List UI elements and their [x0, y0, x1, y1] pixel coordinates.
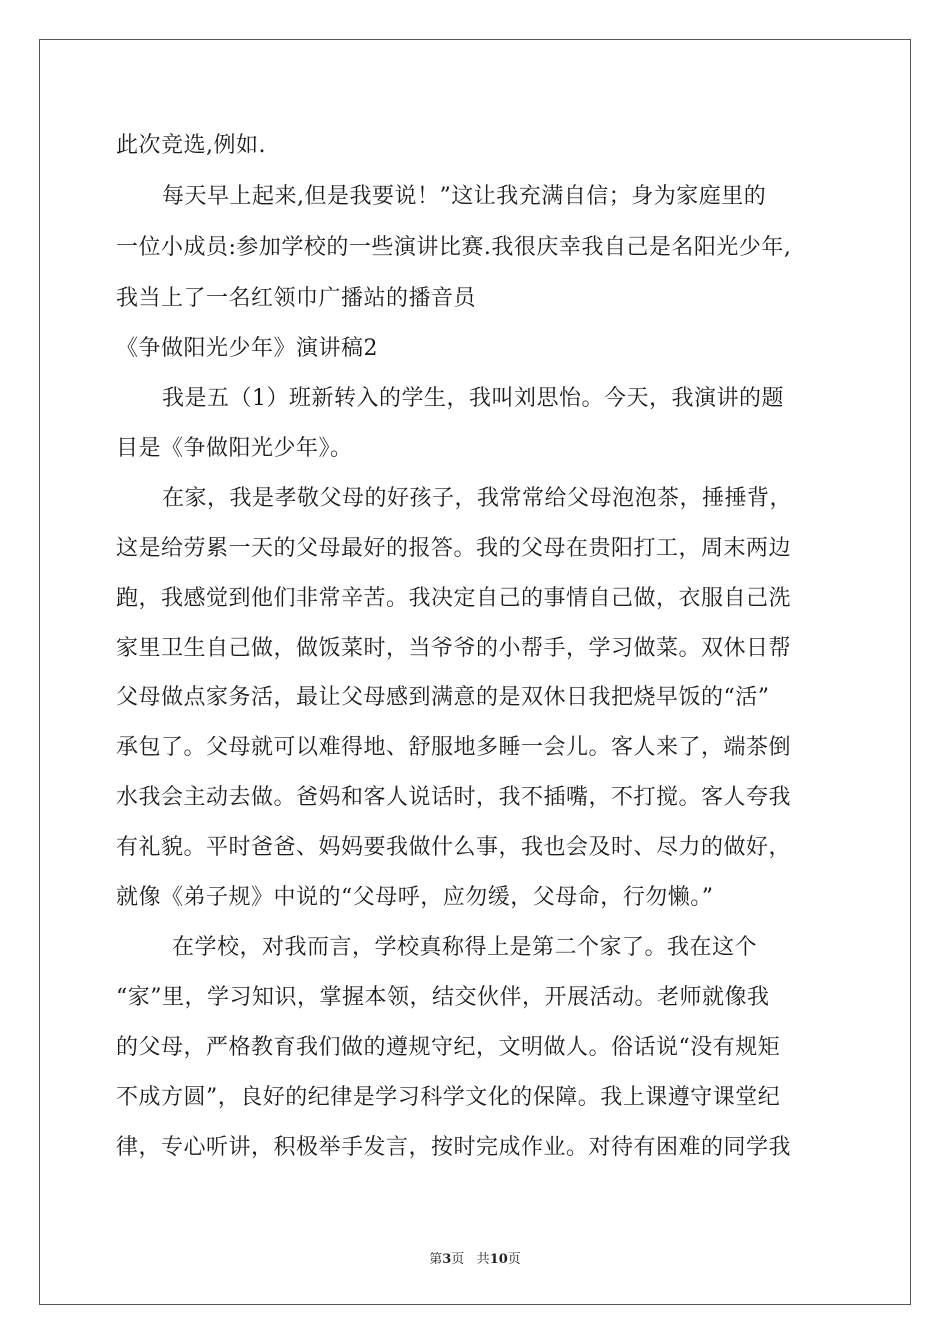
- total-suffix: 页: [507, 1252, 521, 1267]
- text-line: 这是给劳累一天的父母最好的报答。我的父母在贵阳打工，周末两边: [116, 536, 792, 561]
- page-footer: [0, 1248, 950, 1267]
- text-line: 跑，我感觉到他们非常辛苦。我决定自己的事情自己做，衣服自己洗: [116, 586, 792, 611]
- text-line: 在学校，对我而言，学校真称得上是第二个家了。我在这个: [172, 935, 758, 960]
- text-line: 父母做点家务活，最让父母感到满意的是双休日我把烧早饭的“活”: [116, 685, 770, 710]
- text-line: 目是《争做阳光少年》。: [116, 436, 353, 461]
- page-prefix: 第: [429, 1252, 443, 1267]
- page-number: 3: [442, 1252, 452, 1267]
- text-line: 每天早上起来,但是我要说！”这让我充满自信；身为家庭里的: [162, 184, 767, 209]
- text-line: 承包了。父母就可以难得地、舒服地多睡一会儿。客人来了，端茶倒: [116, 735, 792, 760]
- text-line: “家”里，学习知识，掌握本领，结交伙伴，开展活动。老师就像我: [116, 985, 770, 1010]
- text-line: 有礼貌。平时爸爸、妈妈要我做什么事，我也会及时、尽力的做好，: [116, 835, 792, 860]
- page-frame: [39, 39, 911, 1305]
- text-line: 家里卫生自己做，做饭菜时，当爷爷的小帮手，学习做菜。双休日帮: [116, 636, 792, 661]
- text-line: 此次竞选,例如.: [116, 133, 266, 158]
- total-prefix: 共: [476, 1252, 490, 1267]
- text-line: 我是五（1）班新转入的学生，我叫刘思怡。今天，我演讲的题: [162, 386, 784, 411]
- total-pages: 10: [489, 1252, 508, 1267]
- text-line: 一位小成员:参加学校的一些演讲比赛.我很庆幸我自己是名阳光少年,: [116, 235, 792, 260]
- text-line: 的父母，严格教育我们做的遵规守纪，文明做人。俗话说“没有规矩: [116, 1035, 781, 1060]
- section-heading: 《争做阳光少年》演讲稿2: [116, 336, 378, 361]
- page-suffix: 页: [451, 1252, 465, 1267]
- text-line: 在家，我是孝敬父母的好孩子，我常常给父母泡泡茶，捶捶背，: [162, 486, 793, 511]
- text-line: 律，专心听讲，积极举手发言，按时完成作业。对待有困难的同学我: [116, 1135, 792, 1160]
- text-line: 我当上了一名红领巾广播站的播音员: [116, 286, 477, 311]
- text-line: 水我会主动去做。爸妈和客人说话时，我不插嘴，不打搅。客人夸我: [116, 785, 792, 810]
- text-line: 不成方圆”，良好的纪律是学习科学文化的保障。我上课遵守课堂纪: [116, 1085, 781, 1110]
- text-line: 就像《弟子规》中说的“父母呼，应勿缓，父母命，行勿懒。”: [116, 885, 714, 910]
